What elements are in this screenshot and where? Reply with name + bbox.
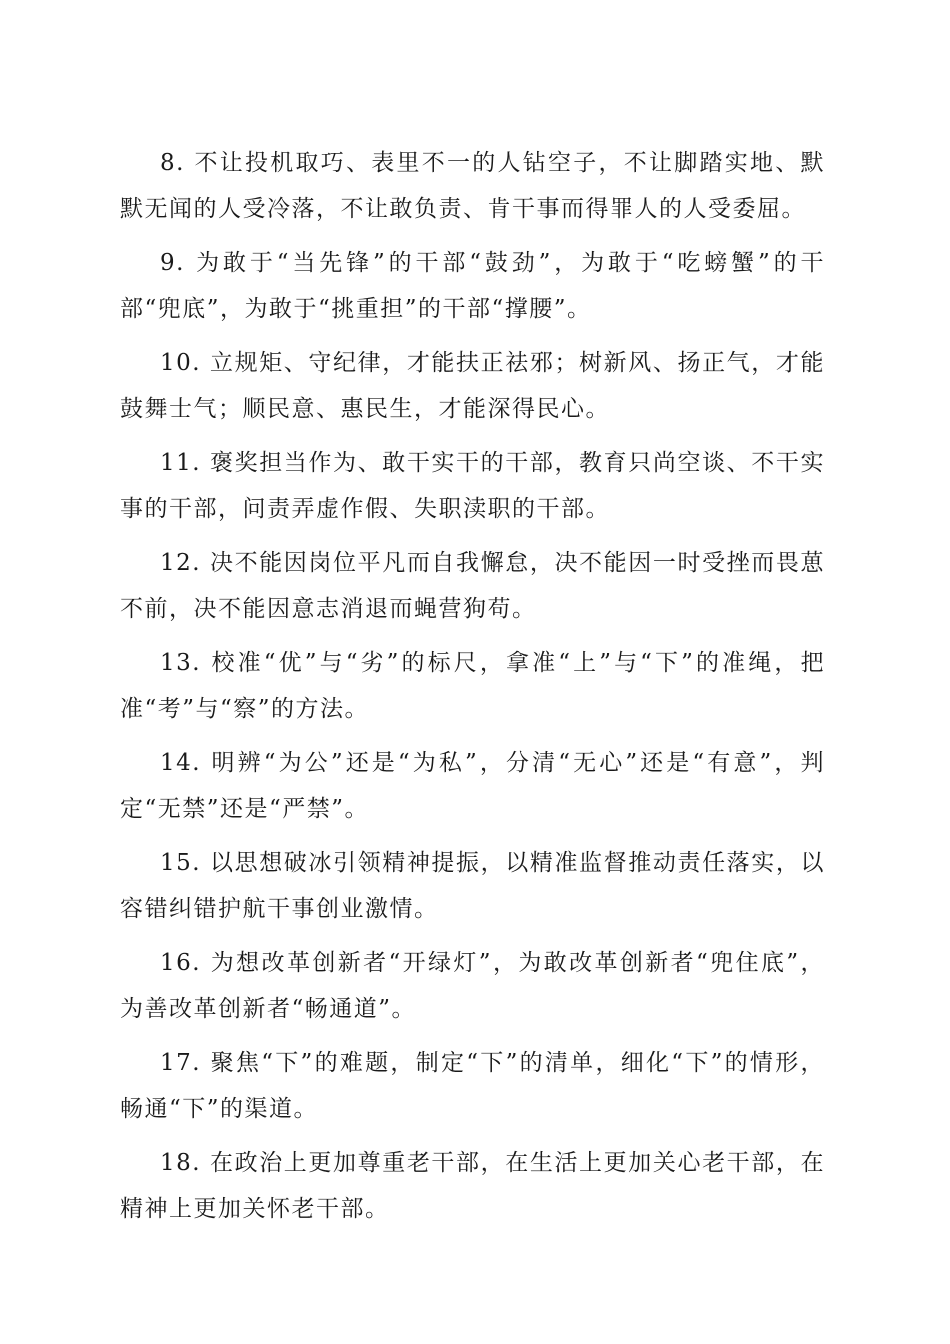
paragraph-14: 14. 明辨“为公”还是“为私”，分清“无心”还是“有意”，判定“无禁”还是“严禁”。	[120, 750, 825, 822]
paragraph-17: 17. 聚焦“下”的难题，制定“下”的清单，细化“下”的情形，畅通“下”的渠道。	[120, 1050, 825, 1122]
document-body	[120, 140, 825, 1240]
paragraph-13: 13. 校准“优”与“劣”的标尺，拿准“上”与“下”的准绳，把准“考”与“察”的方法。	[120, 650, 825, 722]
paragraph-9: 9. 为敢于“当先锋”的干部“鼓劲”，为敢于“吃螃蟹”的干部“兜底”，为敢于“挑重担”的干部“撑腰”。	[120, 250, 825, 322]
paragraph-15: 15. 以思想破冰引领精神提振，以精准监督推动责任落实，以容错纠错护航干事创业激情。	[120, 850, 825, 922]
paragraph-16: 16. 为想改革创新者“开绿灯”，为敢改革创新者“兜住底”，为善改革创新者“畅通道”。	[120, 950, 825, 1022]
paragraph-18: 18. 在政治上更加尊重老干部，在生活上更加关心老干部，在精神上更加关怀老干部。	[120, 1150, 825, 1222]
paragraph-8: 8. 不让投机取巧、表里不一的人钻空子，不让脚踏实地、默默无闻的人受冷落，不让敢负责、肯干事而得罪人的人受委屈。	[120, 150, 825, 222]
paragraph-12: 12. 决不能因岗位平凡而自我懈怠，决不能因一时受挫而畏葸不前，决不能因意志消退而蝇营狗苟。	[120, 550, 825, 622]
paragraph-11: 11. 褒奖担当作为、敢干实干的干部，教育只尚空谈、不干实事的干部，问责弄虚作假、失职渎职的干部。	[120, 450, 825, 522]
paragraph-10: 10. 立规矩、守纪律，才能扶正祛邪；树新风、扬正气，才能鼓舞士气；顺民意、惠民生，才能深得民心。	[120, 350, 825, 422]
